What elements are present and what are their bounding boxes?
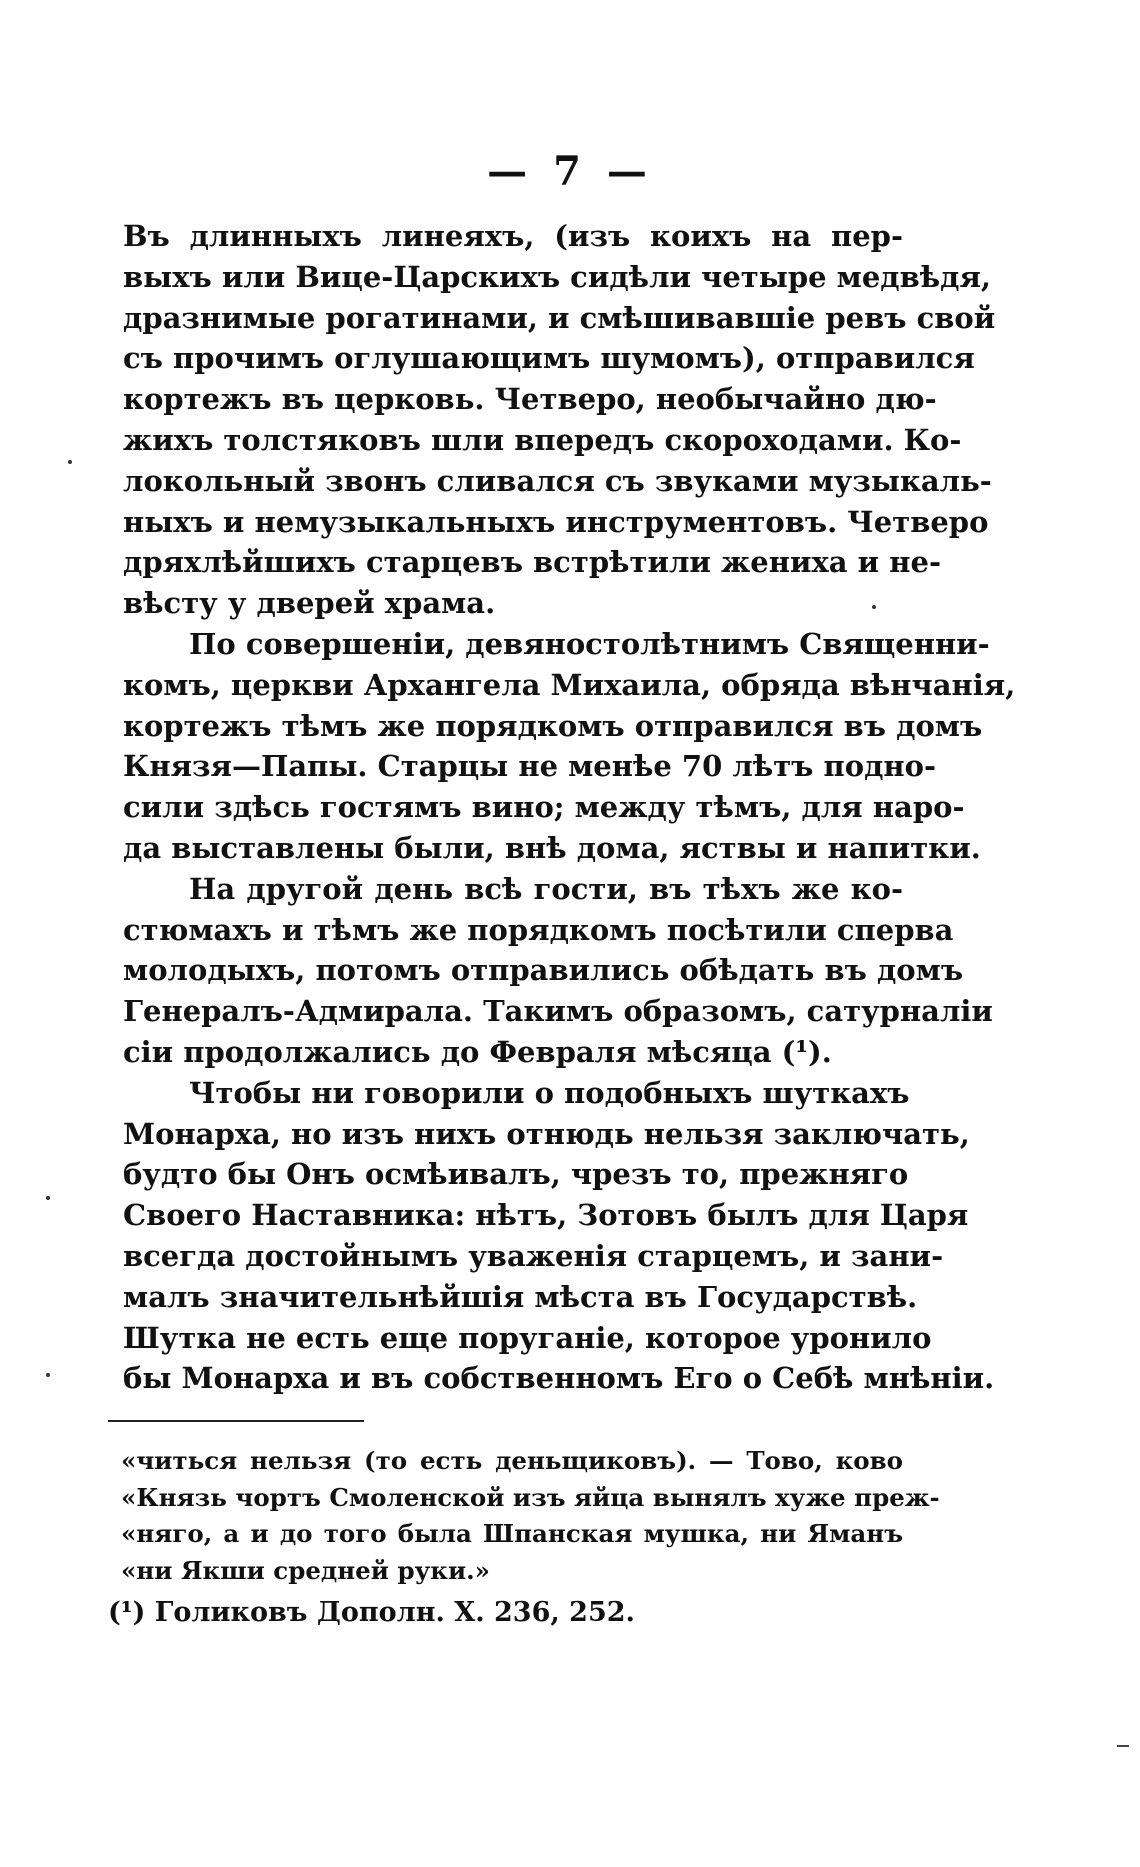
- page-number: — 7 —: [487, 148, 653, 195]
- text-line: съ прочимъ оглушающимъ шумомъ), отправился: [123, 341, 975, 376]
- text-line: кортежъ тѣмъ же порядкомъ отправился въ домъ: [123, 708, 983, 743]
- text-line: комъ, церкви Архангела Михаила, обряда вѣнчанія,: [123, 667, 1016, 702]
- text-line: дразнимые рогатинами, и смѣшивавшіе ревъ свой: [123, 300, 996, 335]
- text-line: всегда достойнымъ уваженія старцемъ, и зани-: [123, 1238, 944, 1273]
- text-line: дряхлѣйшихъ старцевъ встрѣтили жениха и не-: [123, 545, 941, 580]
- footnote-line: «Князь чортъ Смоленской изъ яйца вынялъ хуже преж-: [121, 1482, 940, 1512]
- text-line: Князя—Папы. Старцы не менѣе 70 лѣтъ подно-: [123, 749, 937, 784]
- text-line: кортежъ въ церковь. Четверо, необычайно дю-: [123, 382, 937, 417]
- text-line: Генералъ-Адмирала. Такимъ образомъ, сатурналіи: [123, 994, 993, 1029]
- text-line: вѣсту у дверей храма.: [123, 586, 496, 621]
- text-line: Своего Наставника: нѣтъ, Зотовъ былъ для Царя: [123, 1198, 969, 1233]
- text-line: молодыхъ, потомъ отправились обѣдать въ домъ: [123, 953, 964, 988]
- footnotes: [108, 1443, 940, 1635]
- text-line: Монарха, но изъ нихъ отнюдь нельзя заключать,: [123, 1116, 970, 1151]
- text-line: Чтобы ни говорили о подобныхъ шуткахъ: [189, 1075, 910, 1110]
- text-line: да выставлены были, внѣ дома, яствы и напитки.: [123, 830, 981, 865]
- footnote-reference: (¹) Голиковъ Дополн. X. 236, 252.: [108, 1597, 635, 1628]
- text-line: Шутка не есть еще поруганіе, которое уронило: [123, 1320, 932, 1355]
- footnote-line: «читься нельзя (то есть деньщиковъ). — Тово, ково: [121, 1446, 903, 1475]
- text-line: малъ значительнѣйшія мѣста въ Государствѣ.: [123, 1279, 918, 1314]
- text-line: бы Монарха и въ собственномъ Его о Себѣ мнѣніи.: [123, 1361, 995, 1396]
- text-line: сили здѣсь гостямъ вино; между тѣмъ, для наро-: [123, 790, 965, 825]
- footnote-line: «ни Якши средней руки.»: [121, 1555, 490, 1585]
- text-line: жихъ толстяковъ шли впередъ скороходами. Ко-: [123, 422, 962, 457]
- text-line: стюмахъ и тѣмъ же порядкомъ посѣтили сперва: [123, 912, 954, 947]
- text-line: будто бы Онъ осмѣивалъ, чрезъ то, прежняго: [123, 1157, 909, 1192]
- text-line: По совершеніи, девяностолѣтнимъ Священни-: [189, 626, 990, 661]
- body-text: [123, 216, 1016, 1399]
- footnote-line: «няго, а и до того была Шпанская мушка, ни Яманъ: [121, 1519, 903, 1548]
- text-line: Въ длинныхъ линеяхъ, (изъ коихъ на пер-: [123, 219, 903, 253]
- text-line: На другой день всѣ гости, въ тѣхъ же ко-: [189, 871, 903, 906]
- text-line: выхъ или Вице-Царскихъ сидѣли четыре медвѣдя,: [123, 259, 992, 294]
- text-line: сіи продолжались до Февраля мѣсяца (¹).: [123, 1034, 832, 1069]
- text-line: локольный звонъ сливался съ звуками музыкаль-: [123, 463, 992, 498]
- text-line: ныхъ и немузыкальныхъ инструментовъ. Четверо: [123, 504, 989, 539]
- footnote-divider: [108, 1420, 364, 1422]
